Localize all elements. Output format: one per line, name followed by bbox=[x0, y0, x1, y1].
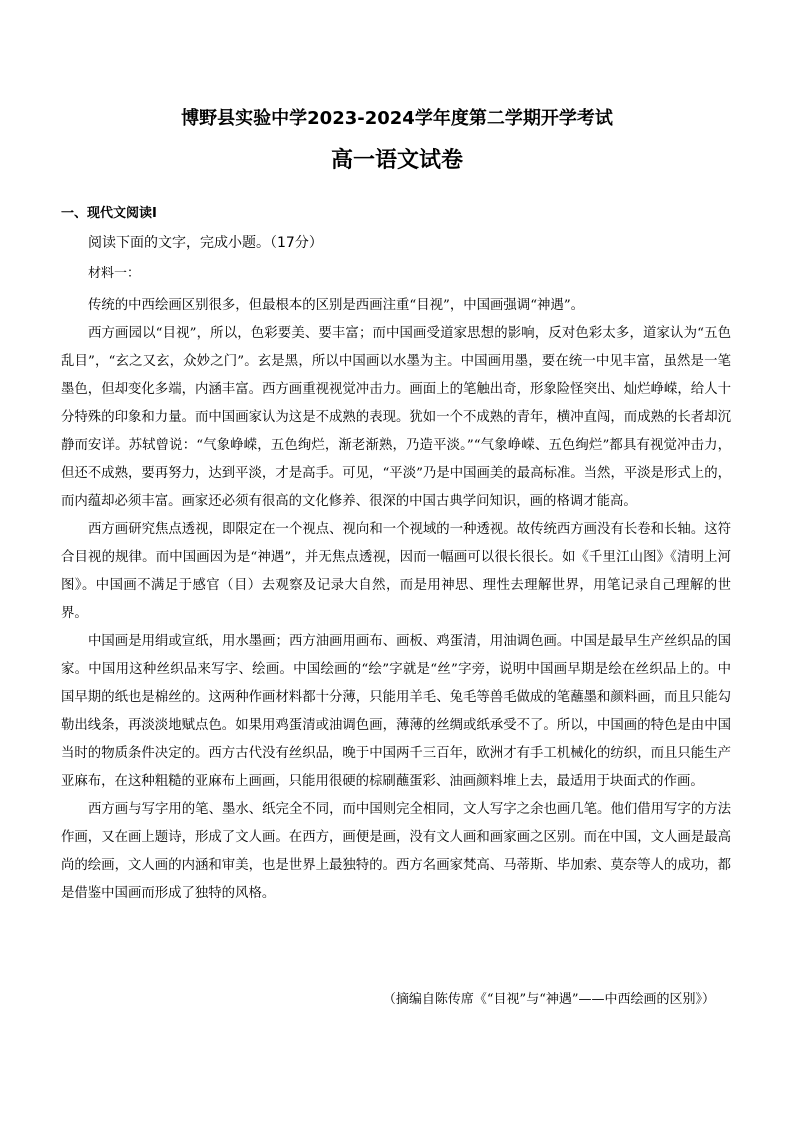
section-heading: 一、现代文阅读Ⅰ bbox=[61, 206, 157, 221]
exam-subtitle: 高一语文试卷 bbox=[330, 148, 463, 173]
passage-paragraph: 传统的中西绘画区别很多，但最根本的区别是西画注重“目视”，中国画强调“神遇”。 bbox=[88, 298, 585, 313]
reading-passage bbox=[61, 292, 731, 908]
material-label: 材料一： bbox=[88, 266, 141, 281]
passage-paragraph: 西方画研究焦点透视，即限定在一个视点、视向和一个视域的一种透视。故传统西方画没有长卷和长轴。这符合目视的规律。而中国画因为是“神遇”，并无焦点透视，因而一幅画可以很长很长。如《千里江山图》《清明上河图》。中国画不满足于感官（目）去观察及记录大自然，而是用神思、理性去理解世界，用笔记录自己理解的世界。 bbox=[61, 522, 731, 621]
passage-paragraph: 中国画是用绢或宣纸，用水墨画；西方油画用画布、画板、鸡蛋清，用油调色画。中国是最早生产丝织品的国家。中国用这种丝织品来写字、绘画。中国绘画的“绘”字就是“丝”字旁，说明中国画早期是绘在丝织品上的。中国早期的纸也是棉丝的。这两种作画材料都十分薄，只能用羊毛、兔毛等兽毛做成的笔蘸墨和颜料画，而且只能勾勒出线条，再淡淡地赋点色。如果用鸡蛋清或油调色画，薄薄的丝绸或纸承受不了。所以，中国画的特色是由中国当时的物质条件决定的。西方古代没有丝织品，晚于中国两千三百年，欧洲才有手工机械化的纺织，而且只能生产亚麻布，在这种粗糙的亚麻布上画画，只能用很硬的棕刷蘸蛋彩、油画颜料堆上去，最适用于块面式的作画。 bbox=[61, 634, 731, 789]
passage-source: （摘编自陈传席《“目视”与“神遇”——中西绘画的区别》） bbox=[382, 992, 715, 1007]
exam-title: 博野县实验中学2023-2024学年度第二学期开学考试 bbox=[181, 108, 613, 129]
reading-instruction: 阅读下面的文字，完成小题。（17分） bbox=[88, 235, 323, 251]
passage-paragraph: 西方画园以“目视”，所以，色彩要美、要丰富；而中国画受道家思想的影响，反对色彩太多，道家认为“五色乱目”，“玄之又玄，众妙之门”。玄是黑，所以中国画以水墨为主。中国画用墨，要在统一中见丰富，虽然是一笔墨色，但却变化多端，内涵丰富。西方画重视视觉冲击力。画面上的笔触出奇，形象险怪突出、灿烂峥嵘，给人十分特殊的印象和力量。而中国画家认为这是不成熟的表现。犹如一个不成熟的青年，横冲直闯，而成熟的长者却沉静而安详。苏轼曾说：“气象峥嵘，五色绚烂，渐老渐熟，乃造平淡。”“气象峥嵘、五色绚烂”都具有视觉冲击力，但还不成熟，要再努力，达到平淡，才是高手。可见，“平淡”乃是中国画美的最高标准。当然，平淡是形式上的，而内蕴却必须丰富。画家还必须有很高的文化修养、很深的中国古典学问知识，画的格调才能高。 bbox=[61, 326, 731, 509]
passage-paragraph: 西方画与写字用的笔、墨水、纸完全不同，而中国则完全相同，文人写字之余也画几笔。他们借用写字的方法作画，又在画上题诗，形成了文人画。在西方，画便是画，没有文人画和画家画之区别。而在中国，文人画是最高尚的绘画，文人画的内涵和审美，也是世界上最独特的。西方名画家梵高、马蒂斯、毕加索、莫奈等人的成功，都是借鉴中国画而形成了独特的风格。 bbox=[61, 802, 731, 901]
